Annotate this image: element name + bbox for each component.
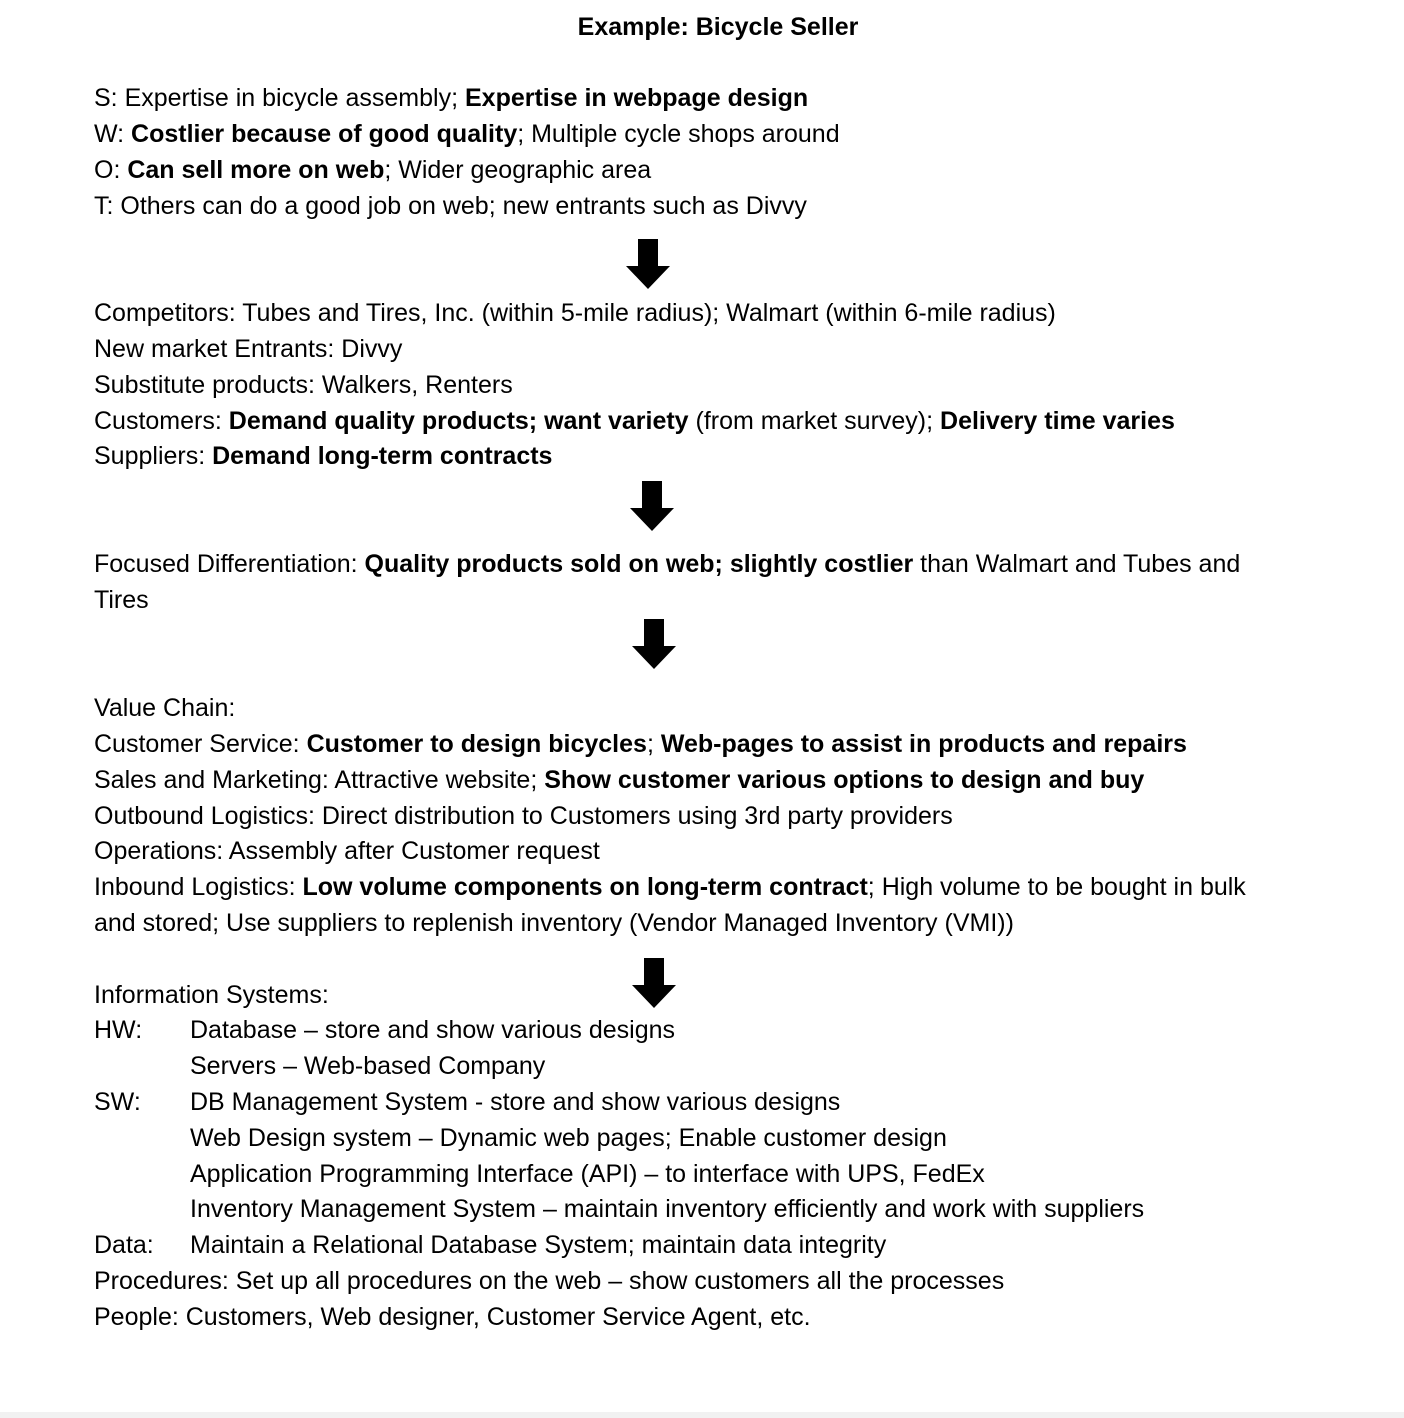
data-label: Data: — [94, 1231, 154, 1259]
forces-suppliers: Suppliers: Demand long-term contracts — [94, 442, 553, 470]
down-arrow-icon — [632, 619, 676, 669]
people-line: People: Customers, Web designer, Customer Service Agent, etc. — [94, 1303, 811, 1331]
swot-strength: S: Expertise in bicycle assembly; Expertise in webpage design — [94, 84, 809, 112]
value-chain-inbound: Inbound Logistics: Low volume components on long-term contract; High volume to be bought in bulk — [94, 873, 1246, 901]
swot-weakness: W: Costlier because of good quality; Multiple cycle shops around — [94, 120, 840, 148]
page-title: Example: Bicycle Seller — [577, 13, 859, 41]
sw-item: Inventory Management System – maintain inventory efficiently and work with suppliers — [190, 1195, 1145, 1223]
strategy-continuation: Tires — [94, 586, 149, 614]
forces-customers: Customers: Demand quality products; want variety (from market survey); Delivery time varies — [94, 407, 1175, 435]
forces-entrants: New market Entrants: Divvy — [94, 335, 403, 363]
down-arrow-icon — [632, 958, 676, 1008]
value-chain-customer-service: Customer Service: Customer to design bicycles; Web-pages to assist in products and repairs — [94, 730, 1187, 758]
data-item: Data: Maintain a Relational Database System; maintain data integrity — [94, 1227, 886, 1263]
value-chain-inbound-continuation: and stored; Use suppliers to replenish inventory (Vendor Managed Inventory (VMI)) — [94, 909, 1014, 937]
value-chain-outbound: Outbound Logistics: Direct distribution to Customers using 3rd party providers — [94, 802, 953, 830]
hw-item: HW: Database – store and show various designs — [94, 1012, 675, 1048]
hw-label: HW: — [94, 1016, 143, 1044]
procedures-line: Procedures: Set up all procedures on the web – show customers all the processes — [94, 1267, 1005, 1295]
sw-item: Web Design system – Dynamic web pages; Enable customer design — [190, 1124, 947, 1152]
sw-item: SW: DB Management System - store and show various designs — [94, 1084, 840, 1120]
forces-substitutes: Substitute products: Walkers, Renters — [94, 371, 513, 399]
value-chain-sales: Sales and Marketing: Attractive website; Show customer various options to design and buy — [94, 766, 1145, 794]
strategy-line: Focused Differentiation: Quality products sold on web; slightly costlier than Walmart and Tubes and — [94, 550, 1241, 578]
page-bottom-edge — [0, 1412, 1404, 1418]
swot-threat: T: Others can do a good job on web; new entrants such as Divvy — [94, 192, 807, 220]
down-arrow-icon — [630, 481, 674, 531]
hw-item: Servers – Web-based Company — [190, 1052, 546, 1080]
down-arrow-icon — [626, 239, 670, 289]
value-chain-operations: Operations: Assembly after Customer request — [94, 837, 600, 865]
sw-item: Application Programming Interface (API) – to interface with UPS, FedEx — [190, 1160, 985, 1188]
value-chain-heading: Value Chain: — [94, 694, 236, 722]
forces-competitors: Competitors: Tubes and Tires, Inc. (within 5-mile radius); Walmart (within 6-mile radius) — [94, 299, 1056, 327]
info-systems-heading: Information Systems: — [94, 981, 329, 1009]
sw-label: SW: — [94, 1088, 141, 1116]
swot-opportunity: O: Can sell more on web; Wider geographic area — [94, 156, 652, 184]
